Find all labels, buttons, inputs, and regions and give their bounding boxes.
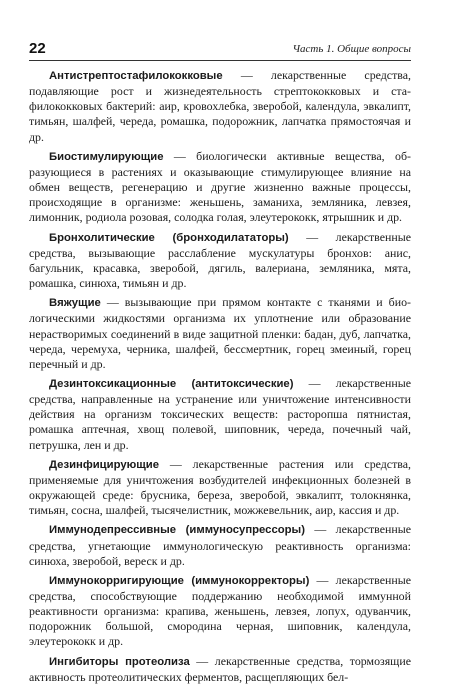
glossary-entry: Бронхолитические (бронходилататоры) — лекарственные средства, вызывающие расслабление мускулатуры бронхов: анис, багульник, красавка, зверобой, дягиль, валериана, земляника, мята, ромашка, синюха, тимьян и др. xyxy=(29,229,411,291)
entry-term: Антистрептостафилококковые xyxy=(49,70,223,82)
glossary-entry: Ингибиторы протеолиза — лекарственные средства, тормозящие активность протеолитических ферментов, расщепляющих бел- xyxy=(29,653,411,684)
glossary-entry: Иммунокорригирующие (иммунокорректоры) — лекарственные средства, способствующие поддержанию необходимой иммунной реактивности организма: крапива, женьшень, левзея, лопух, одуванчик, подорожник большой, смородина черная, шиповник, календула, элеутерококк и др. xyxy=(29,572,411,649)
entry-definition: лекарственные средства, способствующие поддержанию необходимой иммунной реактивности организма: крапива, женьшень, левзея, лопух, одуванчик, подорожник большой, смородина черная, шиповник, календула, элеутерококк и др. xyxy=(29,572,411,649)
entry-definition: лекарственные средства, угнетающие иммунологическую реактивность организма: синюха, зверобой, вереск и др. xyxy=(29,522,411,568)
entry-definition: лекарственные средства, направленные на устранение или уничтожение интенсивности действия на организм токсических веществ: расторопша пятнистая, ромашка аптечная, хвощ полевой, шиповник, череда, почечный чай, петрушка, лен и др. xyxy=(29,375,412,452)
entry-definition: лекарственные средства, вызывающие расслабление мускулатуры бронхов: анис, багульник, красавка, зверобой, дягиль, валериана, земляника, мята, ромашка, синюха, тимьян и др. xyxy=(29,229,411,291)
entry-term: Вяжущие xyxy=(49,297,101,310)
entry-term: Иммунокорригирующие (иммунокорректоры) xyxy=(49,574,310,587)
glossary-body xyxy=(29,68,411,689)
entry-definition: лекарственные средства, тормозящие активность протеолитических ферментов, расщепляющих бел- xyxy=(29,653,411,684)
glossary-entry: Биостимулирующие — биологически активные вещества, образующиеся в растениях и оказывающие стимулирующее влияние на обмен веществ, регенерацию и другие жизненно важные процессы, происходящие в организме: женьшень, заманиха, земляника, левзея, лимонник, родиола розовая, солодка голая, элеутерококк, ятрышник и др. xyxy=(29,148,411,225)
entry-term: Дезинфицирующие xyxy=(49,458,160,471)
entry-term: Бронхолитические (бронходилататоры) xyxy=(49,231,289,244)
entry-term: Дезинтоксикационные (антитоксические) xyxy=(49,377,294,390)
entry-definition: биологически активные вещества, образующиеся в растениях и оказывающие стимулирующее влияние на обмен веществ, регенерацию и другие жизненно важные процессы, происходящие в организме: женьшень, заманиха, земляника, левзея, лимонник, родиола розовая, солодка голая, элеутерококк, ятрышник и др. xyxy=(29,148,411,225)
glossary-entry: Дезинфицирующие — лекарственные растения или средства, применяемые для уничтожения возбудителей инфекционных болезней в окружающей среде: брусника, береза, зверобой, эвкалипт, толокнянка, тимьян, сосна, шалфей, тысячелистник, можжевельник, аир, кассия и др. xyxy=(29,456,411,518)
entry-definition: вызывающие при прямом контакте с тканями и биологическими жидкостями организма их уплотнение или образование нерастворимых соединений в виде защитной пленки: бадан, дуб, лапчатка, череда, черемуха, черника, шалфей, бессмертник, горец змеиный, горец перечный и др. xyxy=(29,295,411,371)
entry-term: Иммунодепрессивные (иммуносупрессоры) xyxy=(49,524,305,537)
header-rule xyxy=(29,60,411,61)
glossary-entry: Вяжущие — вызывающие при прямом контакте с тканями и биологическими жидкостями организма их уплотнение или образование нерастворимых соединений в виде защитной пленки: бадан, дуб, лапчатка, череда, черемуха, черника, шалфей, бессмертник, горец змеиный, горец перечный и др. xyxy=(29,295,411,371)
glossary-entry: Дезинтоксикационные (антитоксические) — лекарственные средства, направленные на устранение или уничтожение интенсивности действия на организм токсических веществ: расторопша пятнистая, ромашка аптечная, хвощ полевой, шиповник, череда, почечный чай, петрушка, лен и др. xyxy=(29,375,412,452)
page-number: 22 xyxy=(29,40,46,57)
running-head: Часть 1. Общие вопросы xyxy=(292,43,411,55)
glossary-entry: Антистрептостафилококковые — лекарственные средства, подавляющие рост и жизнедеятельность стрептококковых и стафилококковых бактерий: аир, кровохлебка, зверобой, календула, эвкалипт, тимьян, шалфей, череда, ромашка, подорожник, лапчатка прямостоячая и др. xyxy=(29,68,411,144)
entry-definition: лекарственные растения или средства, применяемые для уничтожения возбудителей инфекционных болезней в окружающей среде: брусника, береза, зверобой, эвкалипт, толокнянка, тимьян, сосна, шалфей, тысячелистник, можжевельник, аир, кассия и др. xyxy=(29,456,411,518)
glossary-entry: Иммунодепрессивные (иммуносупрессоры) — лекарственные средства, угнетающие иммунологическую реактивность организма: синюха, зверобой, вереск и др. xyxy=(29,522,411,568)
entry-term: Ингибиторы протеолиза xyxy=(49,655,190,668)
entry-definition: лекарственные средства, подавляющие рост и жизнедеятельность стрептококковых и стафилококковых бактерий: аир, кровохлебка, зверобой, календула, эвкалипт, тимьян, шалфей, череда, ромашка, подорожник, лапчатка прямостоячая и др. xyxy=(29,68,411,144)
entry-term: Биостимулирующие xyxy=(49,150,164,163)
page-header xyxy=(29,41,411,59)
